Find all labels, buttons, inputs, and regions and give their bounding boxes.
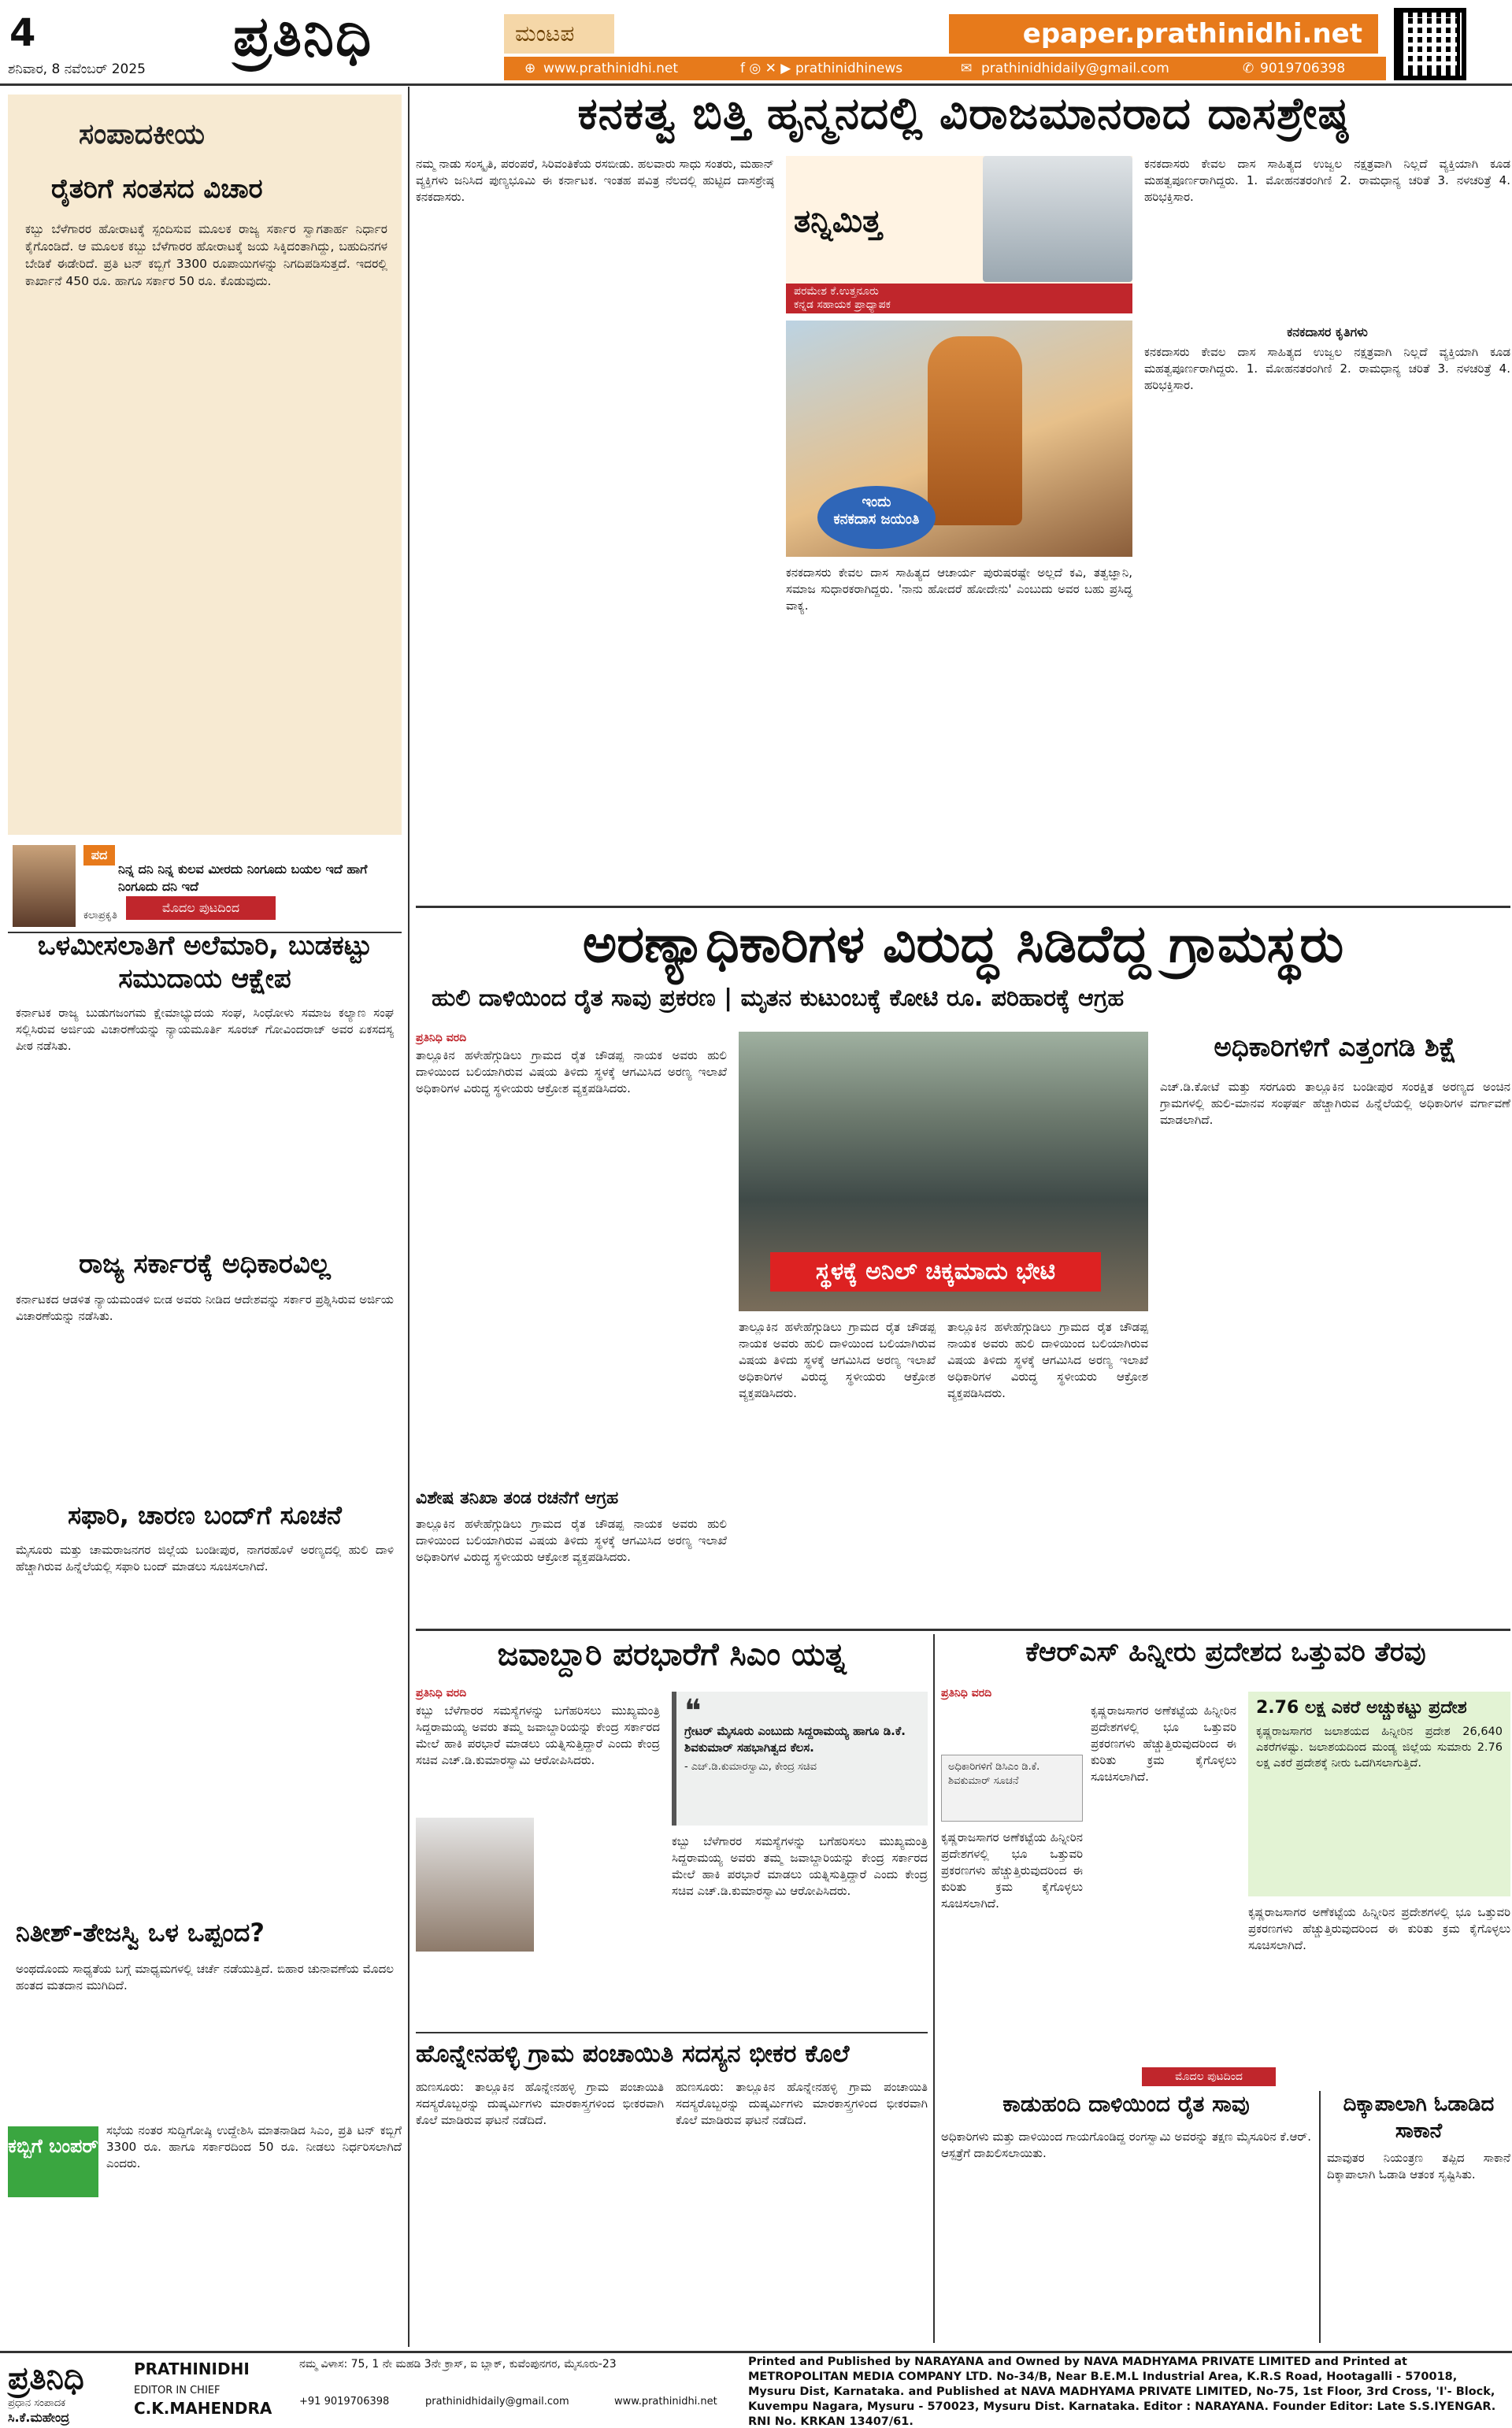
newspaper-logo: ಪ್ರತಿನಿಧಿ bbox=[233, 3, 373, 69]
epaper-link[interactable]: epaper.prathinidhi.net bbox=[949, 14, 1378, 54]
krs-headline: ಕೆಆರ್‌ಎಸ್ ಹಿನ್ನೀರು ಪ್ರದೇಶದ ಒತ್ತುವರಿ ತೆರವು bbox=[1025, 1637, 1426, 1668]
officer-tag: ಅಧಿಕಾರಿಗಳಿಗೆ ಡಿಸಿಎಂ ಡಿ.ಕೆ. ಶಿವಕುಮಾರ್ ಸೂಚನೆ bbox=[941, 1755, 1083, 1822]
elephant-headline: ದಿಕ್ಕಾಪಾಲಾಗಿ ಓಡಾಡಿದ ಸಾಕಾನೆ bbox=[1343, 2093, 1495, 2143]
krs-text: ಕೃಷ್ಣರಾಜಸಾಗರ ಅಣೆಕಟ್ಟೆಯ ಹಿನ್ನೀರಿನ ಪ್ರದೇಶಗಳಲ್ಲಿ ಭೂ ಒತ್ತುವರಿ ಪ್ರಕರಣಗಳು ಹೆಚ್ಚುತ್ತಿರುವುದರಿಂದ ಈ ಕುರಿತು ಕ್ರಮ ಕೈಗೊಳ್ಳಲು ಸೂಚಿಸಲಾಗಿದೆ. bbox=[1248, 1905, 1510, 1952]
editorial-body-text: ಕಬ್ಬು ಬೆಳೆಗಾರರ ಹೋರಾಟಕ್ಕೆ ಸ್ಪಂದಿಸುವ ಮೂಲಕ ರಾಜ್ಯ ಸರ್ಕಾರ ಸ್ವಾಗತಾರ್ಹ ನಿರ್ಧಾರ ಕೈಗೊಂಡಿದೆ. ಆ ಮೂಲಕ ಕಬ್ಬು ಬೆಳೆಗಾರರ ಹೋರಾಟಕ್ಕೆ ಜಯ ಸಿಕ್ಕಿದಂತಾಗಿದ್ದು, ಬಹುದಿನಗಳ ಬೇಡಿಕೆ ಈಡೇರಿದೆ. ಪ್ರತಿ ಟನ್ ಕಬ್ಬಿಗೆ 3300 ರೂಪಾಯಿಗಳನ್ನು ನಿಗದಿಪಡಿಸುತ್ತದೆ. ಇದರಲ್ಲಿ ಕಾರ್ಖಾನೆ 450 ರೂ. ಹಾಗೂ ಸರ್ಕಾರ 50 ರೂ. ಕೊಡುವುದು. bbox=[25, 222, 387, 288]
cm-text: ಕಬ್ಬು ಬೆಳೆಗಾರರ ಸಮಸ್ಯೆಗಳನ್ನು ಬಗೆಹರಿಸಲು ಮುಖ್ಯಮಂತ್ರಿ ಸಿದ್ದರಾಮಯ್ಯ ಅವರು ತಮ್ಮ ಜವಾಬ್ದಾರಿಯನ್ನು ಕೇಂದ್ರ ಸರ್ಕಾರದ ಮೇಲೆ ಹಾಕಿ ಪರಭಾರೆ ಮಾಡಲು ಯತ್ನಿಸುತ್ತಿದ್ದಾರೆ ಎಂದು ಕೇಂದ್ರ ಸಚಿವ ಎಚ್.ಡಿ.ಕುಮಾರಸ್ವಾಮಿ ಆರೋಪಿಸಿದರು. bbox=[416, 1703, 660, 1767]
author-strip bbox=[786, 284, 1132, 313]
main-text: ನಮ್ಮ ನಾಡು ಸಂಸ್ಕೃತಿ, ಪರಂಪರೆ, ಸಿರಿವಂತಿಕೆಯ ರಸಬೀಡು. ಹಲವಾರು ಸಾಧು ಸಂತರು, ಮಹಾನ್ ವ್ಯಕ್ತಿಗಳು ಜನಿಸಿದ ಪುಣ್ಯಭೂಮಿ ಈ ಕರ್ನಾಟಕ. ಇಂತಹ ಪವಿತ್ರ ನೆಲದಲ್ಲಿ ಹುಟ್ಟಿದ ದಾಸಶ್ರೇಷ್ಠ ಕನಕದಾಸರು. bbox=[416, 157, 774, 204]
main-subhead: ಕನಕದಾಸರ ಕೃತಿಗಳು bbox=[1287, 324, 1368, 339]
section-rule bbox=[416, 2032, 928, 2033]
masthead-rule bbox=[0, 83, 1512, 86]
qr-code-icon bbox=[1394, 8, 1466, 80]
acreage-body: ಕೃಷ್ಣರಾಜಸಾಗರ ಜಲಾಶಯದ ಹಿನ್ನೀರಿನ ಪ್ರದೇಶ 26,640 ಎಕರೆಗಳಷ್ಟು. ಜಲಾಶಯದಿಂದ ಮಂಡ್ಯ ಜಿಲ್ಲೆಯ ಸುಮಾರು 2.76 ಲಕ್ಷ ಎಕರೆ ಪ್ರದೇಶಕ್ಕೆ ನೀರು ಒದಗಿಸಲಾಗುತ್ತಿದೆ. bbox=[1256, 1726, 1503, 1770]
social-handle[interactable]: prathinidhinews bbox=[795, 61, 903, 76]
cm-body-col2 bbox=[672, 1833, 928, 2022]
section-name: ಮಂಟಪ bbox=[504, 14, 614, 54]
issue-date: ಶನಿವಾರ, 8 ನವೆಂಬರ್ 2025 bbox=[8, 61, 146, 77]
pada-author: ಕಲಾಪ್ರಕೃತಿ bbox=[83, 910, 117, 921]
tannimitta-tag: ತನ್ನಿಮಿತ್ತ bbox=[794, 203, 882, 239]
forest-body-col3 bbox=[947, 1319, 1148, 1618]
boar-text: ಅಧಿಕಾರಿಗಳು ಮತ್ತು ದಾಳಿಯಿಂದ ಗಾಯಗೊಂಡಿದ್ದ ರಂಗಸ್ವಾಮಿ ಅವರನ್ನು ತಕ್ಷಣ ಮೈಸೂರಿನ ಕೆ.ಆರ್. ಆಸ್ಪತ್ರೆಗೆ ದಾಖಲಿಸಲಾಯಿತು. bbox=[941, 2130, 1311, 2160]
email-link[interactable]: prathinidhidaily@gmail.com bbox=[981, 61, 1169, 76]
footer-logo-en: PRATHINIDHI bbox=[134, 2359, 250, 2378]
phone-icon: ✆ bbox=[1243, 61, 1254, 76]
main-text: ಕನಕದಾಸರು ಕೇವಲ ದಾಸ ಸಾಹಿತ್ಯದ ಉಜ್ವಲ ನಕ್ಷತ್ರವಾಗಿ ನಿಲ್ಲದೆ ವ್ಯಕ್ತಿಯಾಗಿ ಕೂಡ ಮಹತ್ವಪೂರ್ಣರಾಗಿದ್ದರು. 1. ಮೋಹನತರಂಗಿಣಿ 2. ರಾಮಧಾನ್ಯ ಚರಿತೆ 3. ನಳಚರಿತ್ರೆ 4. ಹರಿಭಕ್ತಿಸಾರ. bbox=[1144, 345, 1510, 392]
photo-caption: ಸ್ಥಳಕ್ಕೆ ಅನಿಲ್ ಚಿಕ್ಕಮಾದು ಭೇಟಿ bbox=[770, 1252, 1101, 1292]
left-stories bbox=[8, 929, 402, 2209]
footer-website[interactable]: www.prathinidhi.net bbox=[614, 2396, 717, 2408]
story-text: ಕರ್ನಾಟಕದ ಆಡಳಿತ ನ್ಯಾಯಮಂಡಳಿ ಬೀಡ ಅವರು ನೀಡಿದ ಆದೇಶವನ್ನು ಸರ್ಕಾರ ಪ್ರಶ್ನಿಸಿರುವ ಅರ್ಜಿಯ ವಿಚಾರಣೆಯನ್ನು ನಡೆಸಿತು. bbox=[16, 1292, 394, 1323]
continued-tag: ಮೊದಲ ಪುಟದಿಂದ bbox=[1142, 2067, 1276, 2086]
editor-name-kn: ಸಿ.ಕೆ.ಮಹೇಂದ್ರ bbox=[8, 2410, 70, 2425]
jayanti-badge bbox=[817, 486, 936, 549]
column-divider bbox=[1319, 2091, 1321, 2343]
forest-sub-story: ವಿಶೇಷ ತನಿಖಾ ತಂಡ ರಚನೆಗೆ ಆಗ್ರಹ bbox=[416, 1488, 619, 1508]
editor-label-kn: ಪ್ರಧಾನ ಸಂಪಾದಕ bbox=[8, 2397, 66, 2409]
editorial-body bbox=[25, 221, 387, 827]
story-text: ಮೈಸೂರು ಮತ್ತು ಚಾಮರಾಜನಗರ ಜಿಲ್ಲೆಯ ಬಂಡೀಪುರ, ನಾಗರಹೊಳೆ ಅರಣ್ಯದಲ್ಲಿ ಹುಲಿ ದಾಳಿ ಹೆಚ್ಚಾಗಿರುವ ಹಿನ್ನೆಲೆಯಲ್ಲಿ ಸಫಾರಿ ಬಂದ್ ಮಾಡಲು ಸೂಚಿಸಲಾಗಿದೆ. bbox=[16, 1543, 394, 1574]
pada-quote: ನಿನ್ನ ದನಿ ನಿನ್ನ ಕುಲವ ಮೀರದು ನಿಂಗೂದು ಬಯಲ ಇದೆ ಹಾಗೆ ನಿಂಗೂದು ದನಿ ಇದೆ bbox=[118, 862, 368, 894]
mail-icon: ✉ bbox=[961, 61, 973, 76]
acreage-box bbox=[1248, 1692, 1510, 1896]
murder-body-col2 bbox=[676, 2079, 928, 2339]
tannimitta-box bbox=[786, 156, 1132, 313]
quote-text: ಗ್ರೇಟರ್ ಮೈಸೂರು ಎಂಬುದು ಸಿದ್ದರಾಮಯ್ಯ ಹಾಗೂ ಡಿ.ಕೆ. ಶಿವಕುಮಾರ್ ಸಹಭಾಗಿತ್ವದ ಕೆಲಸ. bbox=[684, 1724, 906, 1755]
main-text-col3b bbox=[1144, 344, 1510, 895]
forest-sub-body bbox=[416, 1516, 727, 1618]
editorial-section bbox=[8, 95, 402, 835]
kabbige-bumper-label: ಕಬ್ಬಿಗೆ ಬಂಪರ್ bbox=[8, 2126, 98, 2197]
quote-icon: ❝ bbox=[684, 1693, 702, 1729]
krs-text: ಕೃಷ್ಣರಾಜಸಾಗರ ಅಣೆಕಟ್ಟೆಯ ಹಿನ್ನೀರಿನ ಪ್ರದೇಶಗಳಲ್ಲಿ ಭೂ ಒತ್ತುವರಿ ಪ್ರಕರಣಗಳು ಹೆಚ್ಚುತ್ತಿರುವುದರಿಂದ ಈ ಕುರಿತು ಕ್ರಮ ಕೈಗೊಳ್ಳಲು ಸೂಚಿಸಲಾಗಿದೆ. bbox=[1091, 1703, 1236, 1784]
kanakadasa-illustration bbox=[786, 321, 1132, 557]
krs-body bbox=[1091, 1703, 1236, 2065]
website-link[interactable]: www.prathinidhi.net bbox=[543, 61, 679, 76]
krs-text: ಕೃಷ್ಣರಾಜಸಾಗರ ಅಣೆಕಟ್ಟೆಯ ಹಿನ್ನೀರಿನ ಪ್ರದೇಶಗಳಲ್ಲಿ ಭೂ ಒತ್ತುವರಿ ಪ್ರಕರಣಗಳು ಹೆಚ್ಚುತ್ತಿರುವುದರಿಂದ ಈ ಕುರಿತು ಕ್ರಮ ಕೈಗೊಳ್ಳಲು ಸೂಚಿಸಲಾಗಿದೆ. bbox=[941, 1830, 1083, 1911]
pada-label: ಪದ bbox=[83, 845, 115, 866]
story-text: ಕರ್ನಾಟಕ ರಾಜ್ಯ ಬುಡುಗಜಂಗಮ ಕ್ಷೇಮಾಭ್ಯುದಯ ಸಂಘ, ಸಿಂಧೋಳು ಸಮಾಜ ಕಲ್ಯಾಣ ಸಂಘ ಸಲ್ಲಿಸಿರುವ ಅರ್ಜಿಯ ವಿಚಾರಣೆಯನ್ನು ನ್ಯಾಯಮೂರ್ತಿ ಸೂರಜ್ ಗೋವಿಂದರಾಜ್ ಅವರ ಏಕಸದಸ್ಯ ಪೀಠ ನಡೆಸಿತು. bbox=[16, 1006, 394, 1053]
krs-body-col2 bbox=[1248, 1904, 1510, 2066]
cm-text: ಕಬ್ಬು ಬೆಳೆಗಾರರ ಸಮಸ್ಯೆಗಳನ್ನು ಬಗೆಹರಿಸಲು ಮುಖ್ಯಮಂತ್ರಿ ಸಿದ್ದರಾಮಯ್ಯ ಅವರು ತಮ್ಮ ಜವಾಬ್ದಾರಿಯನ್ನು ಕೇಂದ್ರ ಸರ್ಕಾರದ ಮೇಲೆ ಹಾಕಿ ಪರಭಾರೆ ಮಾಡಲು ಯತ್ನಿಸುತ್ತಿದ್ದಾರೆ ಎಂದು ಕೇಂದ್ರ ಸಚಿವ ಎಚ್.ಡಿ.ಕುಮಾರಸ್ವಾಮಿ ಆರೋಪಿಸಿದರು. bbox=[672, 1834, 928, 1898]
editorial-headline: ರೈತರಿಗೆ ಸಂತಸದ ವಿಚಾರ bbox=[51, 173, 263, 205]
cm-story bbox=[416, 1637, 928, 2030]
elephant-text: ಮಾವುತರ ನಿಯಂತ್ರಣ ತಪ್ಪಿದ ಸಾಕಾನೆ ದಿಕ್ಕಾಪಾಲಾಗಿ ಓಡಾಡಿ ಆತಂಕ ಸೃಷ್ಟಿಸಿತು. bbox=[1327, 2151, 1510, 2181]
section-rule bbox=[416, 906, 1510, 908]
forest-headline: ಅರಣ್ಯಾಧಿಕಾರಿಗಳ ವಿರುದ್ಧ ಸಿಡಿದೆದ್ದ ಗ್ರಾಮಸ್ಥರು bbox=[582, 914, 1344, 974]
murder-text: ಹುಣಸೂರು: ತಾಲ್ಲೂಕಿನ ಹೊನ್ನೇನಹಳ್ಳಿ ಗ್ರಾಮ ಪಂಚಾಯಿತಿ ಸದಸ್ಯರೊಬ್ಬರನ್ನು ದುಷ್ಕರ್ಮಿಗಳು ಮಾರಕಾಸ್ತ್ರಗಳಿಂದ ಭೀಕರವಾಗಿ ಕೊಲೆ ಮಾಡಿರುವ ಘಟನೆ ನಡೆದಿದೆ. bbox=[416, 2080, 664, 2127]
main-text-col2 bbox=[786, 565, 1132, 895]
forest-story bbox=[416, 914, 1510, 1622]
author-name: ಪರಮೇಶ ಕೆ.ಉತ್ತನೂರು bbox=[794, 285, 879, 298]
minister-photo bbox=[416, 1818, 534, 1952]
murder-story bbox=[416, 2032, 928, 2343]
side-text: ಎಚ್.ಡಿ.ಕೋಟೆ ಮತ್ತು ಸರಗೂರು ತಾಲ್ಲೂಕಿನ ಬಂಡೀಪುರ ಸಂರಕ್ಷಿತ ಅರಣ್ಯದ ಅಂಚಿನ ಗ್ರಾಮಗಳಲ್ಲಿ ಹುಲಿ-ಮಾನವ ಸಂಘರ್ಷ ಹೆಚ್ಚಾಗಿರುವ ಹಿನ್ನೆಲೆಯಲ್ಲಿ ಅಧಿಕಾರಿಗಳ ವರ್ಗಾವಣೆ ಮಾಡಲಾಗಿದೆ. bbox=[1160, 1080, 1510, 1127]
main-story bbox=[416, 88, 1510, 899]
editor-label-en: EDITOR IN CHIEF bbox=[134, 2385, 220, 2396]
editorial-kicker: ಸಂಪಾದಕೀಯ bbox=[79, 118, 205, 150]
side-body bbox=[1160, 1079, 1510, 1618]
social-icons: f ◎ ✕ ▶ bbox=[740, 61, 791, 76]
editor-name-en: C.K.MAHENDRA bbox=[134, 2399, 272, 2418]
boar-headline: ಕಾಡುಹಂದಿ ದಾಳಿಯಿಂದ ರೈತ ಸಾವು bbox=[1002, 2091, 1250, 2117]
forest-body-col2 bbox=[739, 1319, 936, 1618]
bottom-right bbox=[941, 2067, 1510, 2343]
main-text: ಕನಕದಾಸರು ಕೇವಲ ದಾಸ ಸಾಹಿತ್ಯದ ಆಚಾರ್ಯ ಪುರುಷರಷ್ಟೇ ಅಲ್ಲದೆ ಕವಿ, ತತ್ವಜ್ಞಾನಿ, ಸಮಾಜ ಸುಧಾರಕರಾಗಿದ್ದರು. 'ನಾನು ಹೋದರೆ ಹೋದೇನು' ಎಂಬುದು ಅವರ ಬಹು ಪ್ರಸಿದ್ಧ ವಾಕ್ಯ. bbox=[786, 565, 1132, 613]
main-text: ಕನಕದಾಸರು ಕೇವಲ ದಾಸ ಸಾಹಿತ್ಯದ ಉಜ್ವಲ ನಕ್ಷತ್ರವಾಗಿ ನಿಲ್ಲದೆ ವ್ಯಕ್ತಿಯಾಗಿ ಕೂಡ ಮಹತ್ವಪೂರ್ಣರಾಗಿದ್ದರು. 1. ಮೋಹನತರಂಗಿಣಿ 2. ರಾಮಧಾನ್ಯ ಚರಿತೆ 3. ನಳಚರಿತ್ರೆ 4. ಹರಿಭಕ್ತಿಸಾರ. bbox=[1144, 157, 1510, 204]
kabbige-body bbox=[106, 2122, 402, 2335]
badge-line2: ಕನಕದಾಸ ಜಯಂತಿ bbox=[833, 511, 920, 528]
footer-address: ನಮ್ಮ ವಿಳಾಸ: 75, 1 ನೇ ಮಹಡಿ 3ನೇ ಕ್ರಾಸ್, ಐ ಬ್ಲಾಕ್, ಕುವೆಂಪುನಗರ, ಮೈಸೂರು-23 bbox=[299, 2358, 617, 2371]
cm-byline: ಪ್ರತಿನಿಧಿ ವರದಿ bbox=[416, 1687, 467, 1700]
elephant-body bbox=[1327, 2150, 1510, 2343]
forest-body bbox=[416, 1047, 727, 1473]
footer bbox=[0, 2351, 1512, 2428]
footer-email[interactable]: prathinidhidaily@gmail.com bbox=[425, 2396, 569, 2408]
author-role: ಕನ್ನಡ ಸಹಾಯಕ ಪ್ರಾಧ್ಯಾಪಕ bbox=[794, 298, 891, 311]
main-headline: ಕನಕತ್ವ ಬಿತ್ತಿ ಹೃನ್ಮನದಲ್ಲಿ ವಿರಾಜಮಾನರಾದ ದಾಸಶ್ರೇಷ್ಠ bbox=[577, 88, 1349, 139]
acreage-headline: 2.76 ಲಕ್ಷ ಎಕರೆ ಅಚ್ಚುಕಟ್ಟು ಪ್ರದೇಶ bbox=[1256, 1698, 1467, 1718]
badge-line1: ಇಂದು bbox=[862, 494, 891, 510]
column-divider bbox=[933, 1634, 935, 2343]
villagers-photo bbox=[739, 1032, 1148, 1311]
story-headline: ನಿತೀಶ್-ತೇಜಸ್ವಿ ಒಳ ಒಪ್ಪಂದ? bbox=[16, 1918, 265, 1948]
murder-text: ಹುಣಸೂರು: ತಾಲ್ಲೂಕಿನ ಹೊನ್ನೇನಹಳ್ಳಿ ಗ್ರಾಮ ಪಂಚಾಯಿತಿ ಸದಸ್ಯರೊಬ್ಬರನ್ನು ದುಷ್ಕರ್ಮಿಗಳು ಮಾರಕಾಸ್ತ್ರಗಳಿಂದ ಭೀಕರವಾಗಿ ಕೊಲೆ ಮಾಡಿರುವ ಘಟನೆ ನಡೆದಿದೆ. bbox=[676, 2080, 928, 2127]
forest-byline: ಪ್ರತಿನಿಧಿ ವರದಿ bbox=[416, 1032, 467, 1044]
story-body bbox=[16, 1292, 394, 1488]
page-number: 4 bbox=[9, 11, 36, 55]
story-body bbox=[16, 1542, 394, 1912]
avatar bbox=[13, 845, 76, 927]
kabbige-text: ಸಭೆಯ ನಂತರ ಸುದ್ದಿಗೋಷ್ಠಿ ಉದ್ದೇಶಿಸಿ ಮಾತನಾಡಿದ ಸಿಎಂ, ಪ್ರತಿ ಟನ್ ಕಬ್ಬಿಗೆ 3300 ರೂ. ಹಾಗೂ ಸರ್ಕಾರದಿಂದ 50 ರೂ. ನೀಡಲು ನಿರ್ಧರಿಸಲಾಗಿದೆ ಎಂದರು. bbox=[106, 2123, 402, 2170]
story-headline: ಒಳಮೀಸಲಾತಿಗೆ ಅಲೆಮಾರಿ, ಬುಡಕಟ್ಟು ಸಮುದಾಯ ಆಕ್ಷೇಪ bbox=[37, 930, 372, 995]
footer-imprint: Printed and Published by NARAYANA and Owned by NAVA MADHYAMA PRIVATE LIMITED and Printed at METROPOLITAN MEDIA COMPANY LTD. No-34/B, Near B.E.M.L Industrial Area, K.R.S Road, Hootagalli - 570018, Mysuru Dist, Karnataka. and Published at NAVA MADHYAMA PRIVATE LIMITED, No-75, 1st Floor, 3rd Cross, 'I'- Block, Kuvempu Nagara, Mysuru - 570023, Mysuru Dist. Karnataka. Editor : NARAYANA. Founder Editor: Late S.S.IYENGAR. RNI No. KRKAN 13407/61. bbox=[748, 2356, 1496, 2428]
footer-phone: +91 9019706398 bbox=[299, 2396, 390, 2408]
quote-author: - ಎಚ್.ಡಿ.ಕುಮಾರಸ್ವಾಮಿ, ಕೇಂದ್ರ ಸಚಿವ bbox=[684, 1761, 817, 1773]
main-text-col3 bbox=[1144, 156, 1510, 321]
main-text-col1 bbox=[416, 156, 774, 896]
krs-story bbox=[941, 1637, 1510, 2066]
krs-body-col0 bbox=[941, 1829, 1083, 2066]
story-text: ಅಂಥದೊಂದು ಸಾಧ್ಯತೆಯ ಬಗ್ಗೆ ಮಾಧ್ಯಮಗಳಲ್ಲಿ ಚರ್ಚೆ ನಡೆಯುತ್ತಿದೆ. ಬಿಹಾರ ಚುನಾವಣೆಯ ಮೊದಲ ಹಂತದ ಮತದಾನ ಮುಗಿದಿದೆ. bbox=[16, 1962, 394, 1992]
forest-text: ತಾಲ್ಲೂಕಿನ ಹಳೇಹೆಗ್ಗುಡಿಲು ಗ್ರಾಮದ ರೈತ ಚೌಡಪ್ಪ ನಾಯಕ ಅವರು ಹುಲಿ ದಾಳಿಯಿಂದ ಬಲಿಯಾಗಿರುವ ವಿಷಯ ತಿಳಿದು ಸ್ಥಳಕ್ಕೆ ಆಗಮಿಸಿದ ಅರಣ್ಯ ಇಲಾಖೆ ಅಧಿಕಾರಿಗಳ ವಿರುದ್ಧ ಸ್ಥಳೀಯರು ಆಕ್ರೋಶ ವ್ಯಕ್ತಪಡಿಸಿದರು. bbox=[947, 1320, 1148, 1400]
phone-number: 9019706398 bbox=[1260, 61, 1346, 76]
boar-body bbox=[941, 2129, 1311, 2341]
story-body bbox=[16, 1005, 394, 1241]
story-headline: ರಾಜ್ಯ ಸರ್ಕಾರಕ್ಕೆ ಅಧಿಕಾರವಿಲ್ಲ bbox=[79, 1248, 331, 1280]
column-divider bbox=[408, 87, 410, 2347]
forest-text: ತಾಲ್ಲೂಕಿನ ಹಳೇಹೆಗ್ಗುಡಿಲು ಗ್ರಾಮದ ರೈತ ಚೌಡಪ್ಪ ನಾಯಕ ಅವರು ಹುಲಿ ದಾಳಿಯಿಂದ ಬಲಿಯಾಗಿರುವ ವಿಷಯ ತಿಳಿದು ಸ್ಥಳಕ್ಕೆ ಆಗಮಿಸಿದ ಅರಣ್ಯ ಇಲಾಖೆ ಅಧಿಕಾರಿಗಳ ವಿರುದ್ಧ ಸ್ಥಳೀಯರು ಆಕ್ರೋಶ ವ್ಯಕ್ತಪಡಿಸಿದರು. bbox=[739, 1320, 936, 1400]
forest-subhead: ಹುಲಿ ದಾಳಿಯಿಂದ ರೈತ ಸಾವು ಪ್ರಕರಣ | ಮೃತನ ಕುಟುಂಬಕ್ಕೆ ಕೋಟಿ ರೂ. ಪರಿಹಾರಕ್ಕೆ ಆಗ್ರಹ bbox=[432, 984, 1125, 1012]
murder-headline: ಹೊನ್ನೇನಹಳ್ಳಿ ಗ್ರಾಮ ಪಂಚಾಯಿತಿ ಸದಸ್ಯನ ಭೀಕರ ಕೊಲೆ bbox=[416, 2040, 850, 2068]
quote-box bbox=[672, 1692, 928, 1826]
kanakadasa-figure bbox=[928, 336, 1022, 525]
section-rule bbox=[416, 1629, 1510, 1631]
globe-icon: ⊕ bbox=[524, 61, 536, 76]
author-photo bbox=[983, 156, 1132, 282]
murder-body bbox=[416, 2079, 664, 2339]
side-headline: ಅಧಿಕಾರಿಗಳಿಗೆ ಎತ್ತಂಗಡಿ ಶಿಕ್ಷೆ bbox=[1214, 1032, 1457, 1063]
forest-text: ತಾಲ್ಲೂಕಿನ ಹಳೇಹೆಗ್ಗುಡಿಲು ಗ್ರಾಮದ ರೈತ ಚೌಡಪ್ಪ ನಾಯಕ ಅವರು ಹುಲಿ ದಾಳಿಯಿಂದ ಬಲಿಯಾಗಿರುವ ವಿಷಯ ತಿಳಿದು ಸ್ಥಳಕ್ಕೆ ಆಗಮಿಸಿದ ಅರಣ್ಯ ಇಲಾಖೆ ಅಧಿಕಾರಿಗಳ ವಿರುದ್ಧ ಸ್ಥಳೀಯರು ಆಕ್ರೋಶ ವ್ಯಕ್ತಪಡಿಸಿದರು. bbox=[416, 1517, 727, 1564]
krs-byline: ಪ್ರತಿನಿಧಿ ವರದಿ bbox=[941, 1687, 992, 1700]
continued-tag: ಮೊದಲ ಪುಟದಿಂದ bbox=[126, 896, 276, 920]
masthead bbox=[0, 0, 1512, 87]
footer-logo-kn: ಪ್ರತಿನಿಧಿ bbox=[8, 2359, 84, 2396]
contact-bar bbox=[504, 57, 1386, 80]
cm-headline: ಜವಾಬ್ದಾರಿ ಪರಭಾರೆಗೆ ಸಿಎಂ ಯತ್ನ bbox=[497, 1637, 847, 1673]
story-headline: ಸಫಾರಿ, ಚಾರಣ ಬಂದ್‌ಗೆ ಸೂಚನೆ bbox=[68, 1500, 342, 1530]
forest-text: ತಾಲ್ಲೂಕಿನ ಹಳೇಹೆಗ್ಗುಡಿಲು ಗ್ರಾಮದ ರೈತ ಚೌಡಪ್ಪ ನಾಯಕ ಅವರು ಹುಲಿ ದಾಳಿಯಿಂದ ಬಲಿಯಾಗಿರುವ ವಿಷಯ ತಿಳಿದು ಸ್ಥಳಕ್ಕೆ ಆಗಮಿಸಿದ ಅರಣ್ಯ ಇಲಾಖೆ ಅಧಿಕಾರಿಗಳ ವಿರುದ್ಧ ಸ್ಥಳೀಯರು ಆಕ್ರೋಶ ವ್ಯಕ್ತಪಡಿಸಿದರು. bbox=[416, 1048, 727, 1095]
